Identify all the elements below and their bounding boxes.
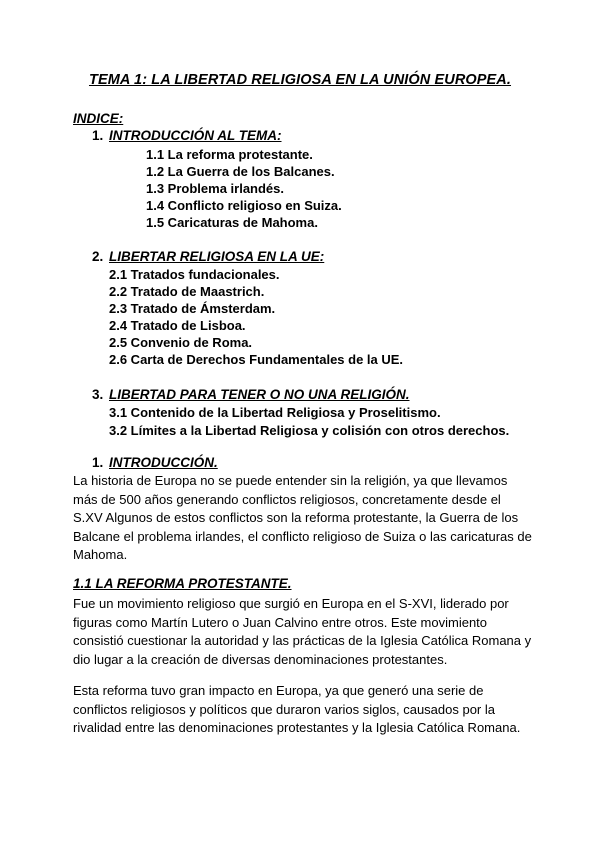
section-1-1-heading: 1.1 LA REFORMA PROTESTANTE. [73,576,292,591]
index-item-1-4: 1.4 Conflicto religioso en Suiza. [146,198,342,213]
index-section-3-number: 3. [92,387,104,402]
index-item-2-6: 2.6 Carta de Derechos Fundamentales de la UE. [109,352,404,367]
index-heading: INDICE: [73,111,124,126]
document-title: TEMA 1: LA LIBERTAD RELIGIOSA EN LA UNIÓN EUROPEA. [88,72,512,88]
index-item-1-2: 1.2 La Guerra de los Balcanes. [146,164,335,179]
index-section-1-heading: INTRODUCCIÓN AL TEMA: [109,128,282,143]
index-item-3-1: 3.1 Contenido de la Libertad Religiosa y Proselitismo. [109,405,441,420]
section-1-heading: INTRODUCCIÓN. [109,455,218,470]
index-item-1-1: 1.1 La reforma protestante. [146,147,313,162]
section-1-paragraph: La historia de Europa no se puede entender sin la religión, ya que llevamos más de 500 años generando conflictos religiosos, concretamente desde el S.XV Algunos de estos conflictos son la reforma protestante, la Guerra de los Balcane el problema irlandes, el conflicto religioso de Suiza o las caricaturas de Mahoma. [73,473,532,563]
index-section-2-number: 2. [92,249,104,264]
index-item-2-4: 2.4 Tratado de Lisboa. [109,318,246,333]
index-section-2-heading: LIBERTAR RELIGIOSA EN LA UE: [109,249,325,264]
index-item-2-2: 2.2 Tratado de Maastrich. [109,284,265,299]
index-item-1-3: 1.3 Problema irlandés. [146,181,285,196]
index-item-2-1: 2.1 Tratados fundacionales. [109,267,280,282]
index-item-3-2: 3.2 Límites a la Libertad Religiosa y colisión con otros derechos. [109,423,510,438]
index-item-1-5: 1.5 Caricaturas de Mahoma. [146,215,318,230]
index-section-1-number: 1. [92,128,104,143]
section-1-1-paragraph-1: Fue un movimiento religioso que surgió en Europa en el S-XVI, liderado por figuras como Martín Lutero o Juan Calvino entre otros. Este movimiento consistió cuestionar la autoridad y las prácticas de la Iglesia Católica Romana y dio lugar a la creación de diversas denominaciones protestantes. [73,596,532,667]
index-section-3-heading: LIBERTAD PARA TENER O NO UNA RELIGIÓN. [109,387,410,402]
index-item-2-3: 2.3 Tratado de Ámsterdam. [109,301,276,316]
section-1-number: 1. [92,455,104,470]
index-item-2-5: 2.5 Convenio de Roma. [109,335,253,350]
section-1-1-paragraph-2: Esta reforma tuvo gran impacto en Europa, ya que generó una serie de conflictos religiosos y políticos que duraron varios siglos, causados por la rivalidad entre las denominaciones protestantes y la Iglesia Católica Romana. [73,683,521,736]
